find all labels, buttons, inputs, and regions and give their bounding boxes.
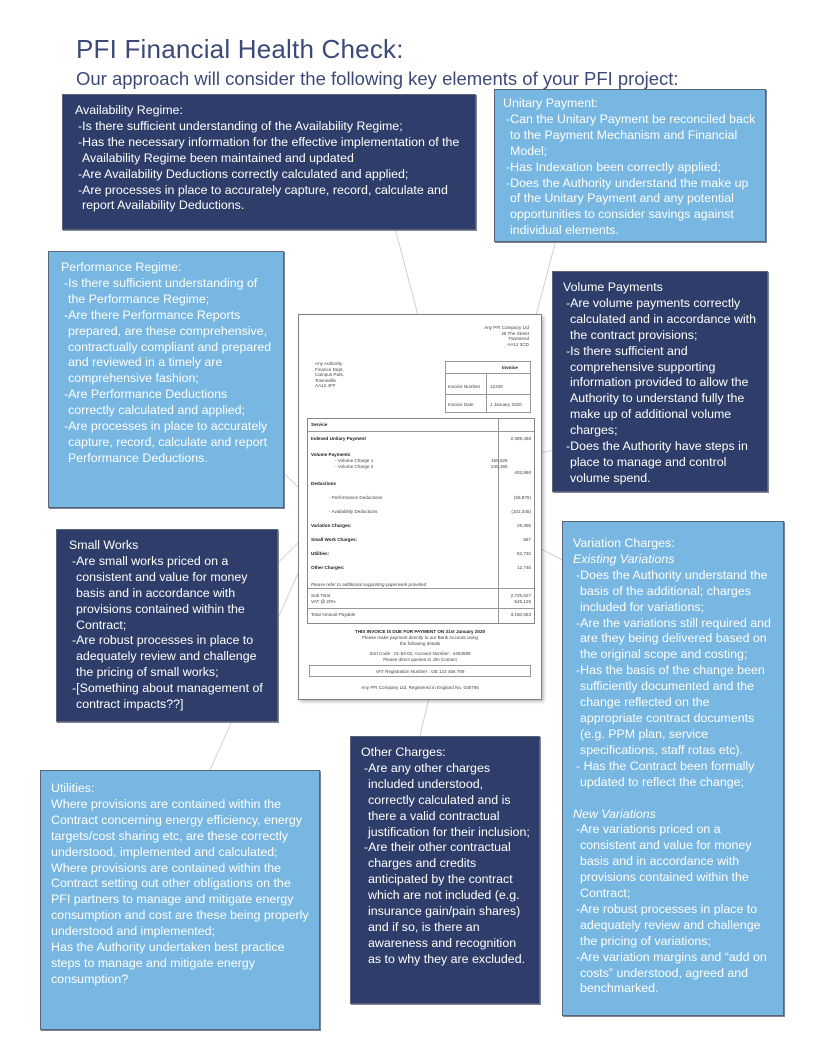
other-heading: Other Charges: [361, 745, 446, 759]
small-works-box [56, 529, 278, 722]
invoice-vat-registration: VAT Registration Number : GB 123 456 789 [309, 665, 531, 677]
existing-variation-item: -Has the basis of the change been sufficiently documented and the change reflected on the appropriate contract documents (e.g. PPM plan, service specifications, staff rotas etc). [576, 663, 765, 757]
invoice-queries-line: Please direct queries to Jim Contact [383, 657, 457, 662]
unitary-heading: Unitary Payment: [503, 96, 599, 110]
volume-item: -Does the Authority have steps in place to manage and control volume spend. [566, 439, 748, 485]
new-variation-item: -Are robust processes in place to adequately review and challenge the pricing of variations; [576, 901, 761, 948]
unitary-payment-box [494, 89, 766, 242]
performance-heading: Performance Regime: [61, 260, 182, 274]
invoice-pay-line: the following details [399, 641, 441, 646]
availability-heading: Availability Regime: [75, 103, 183, 117]
new-variation-item: -Are variations priced on a consistent and value for money basis and in accordance with provisions contained within the Contract; [576, 822, 752, 901]
invoice-table: Service Indexed Unitary Payment 2,389,458 Volume Payments - Volume Charge 1 158,625 - Volume Charge 2 245,365 403,990 Deductions - Performance Deductions (56,876) - Availability Deductions (102,345) Variation Charges: 25,356 Small Work Charges: 567 Utilities: 52,732 Other Charges: 12,745 Please refer to additional supporting paperwork provided Sub Total 2,725,627 VAT @ 20% 545,125 Total Amount Payable 3,180,563 [307, 418, 535, 624]
availability-regime-box [62, 94, 476, 230]
availability-item: -Has the necessary information for the effective implementation of the Availability Regime been maintained and updated [78, 134, 460, 165]
invoice-details-box: Invoice Invoice Number 12345 Invoice Date 1 January 2020 [445, 361, 531, 413]
unitary-item: -Can the Unitary Payment be reconciled back to the Payment Mechanism and Financial Model; [506, 111, 756, 158]
volume-item: -Is there sufficient and comprehensive supporting information provided to allow the Authority to understand fully the make up of additional volume charges; [566, 343, 749, 438]
performance-item: -Are there Performance Reports prepared, are these comprehensive, contractually compliant and prepared and reviewed in a timely are comprehensive fashion; [64, 307, 272, 386]
utilities-heading: Utilities: [51, 781, 95, 795]
utilities-box [40, 770, 320, 1030]
invoice-authority-address: Any Authority Finance Dept, Campus Park, Townsville AA12 4FF [315, 361, 345, 389]
invoice-bank-line: Sort Code : 01-53-02, Account Number : 4453689 [369, 651, 471, 656]
invoice-pay-line: Please make payment directly to our Bank Account using [362, 635, 478, 640]
invoice-footer: Any PFI Company Ltd, Registered in England No. 036795 [361, 685, 479, 690]
volume-payments-box [552, 271, 768, 492]
volume-item: -Are volume payments correctly calculated and in accordance with the contract provisions; [566, 295, 756, 342]
existing-variation-item: -Does the Authority understand the basis of the additional; charges included for variations; [576, 567, 768, 614]
sample-invoice [298, 314, 542, 700]
utilities-item: Where provisions are contained within the Contract concerning energy efficiency, energy targets/cost sharing etc, are these correctly understood, implemented and calculated; [51, 796, 302, 859]
performance-item: -Are processes in place to accurately capture, record, calculate and report Performance Deductions. [64, 419, 268, 465]
existing-variations-label: Existing Variations [573, 551, 675, 566]
other-item: -Are their other contractual charges and credits anticipated by the contract which are not included (e.g. insurance gain/pain shares) and if so, is there an awareness and recognition as to why they are excluded. [364, 840, 526, 966]
small-works-item: -[Something about management of contract impacts??] [72, 681, 263, 712]
variation-charges-box [562, 521, 784, 1016]
utilities-item: Where provisions are contained within the Contract setting out other obligations on the PFI partners to manage and mitigate energy consumption and cost are these being properly understood and implemented; [51, 860, 309, 939]
other-charges-box [350, 736, 540, 1004]
other-item: -Are any other charges included understood, correctly calculated and is there a valid contractual justification for their inclusion; [364, 760, 530, 839]
availability-item: -Is there sufficient understanding of the Availability Regime; [78, 118, 403, 133]
existing-variation-item: - Has the Contract been formally updated to reflect the change; [576, 758, 755, 789]
new-variation-item: -Are variation margins and “add on costs” understood, agreed and benchmarked. [576, 949, 767, 996]
small-works-heading: Small Works [69, 538, 139, 552]
availability-item: -Are processes in place to accurately capture, record, calculate and report Availability Deductions. [78, 182, 448, 213]
utilities-item: Has the Authority undertaken best practice steps to manage and mitigate energy consumption? [51, 940, 285, 986]
existing-variation-item: -Are the variations still required and are they being delivered based on the original scope and costing; [576, 615, 771, 662]
performance-item: -Are Performance Deductions correctly calculated and applied; [64, 387, 246, 418]
invoice-company-address: Any PFI Company Ltd 45 The Street Townsend AA12 3CD [484, 325, 529, 347]
performance-item: -Is there sufficient understanding of the Performance Regime; [64, 275, 258, 306]
page-subtitle: Our approach will consider the following key elements of your PFI project: [76, 68, 679, 89]
unitary-item: -Does the Authority understand the make up of the Unitary Payment and any potential opportunities to consider savings against individual elements. [506, 175, 749, 238]
invoice-due-line: THIS INVOICE IS DUE FOR PAYMENT ON 31st January 2020 [354, 629, 486, 634]
page-title: PFI Financial Health Check: [76, 34, 404, 64]
small-works-item: -Are small works priced on a consistent and value for money basis and in accordance with provisions contained within the Contract; [72, 553, 248, 632]
unitary-item: -Has Indexation been correctly applied; [506, 159, 721, 174]
volume-heading: Volume Payments [563, 280, 663, 294]
variation-heading: Variation Charges: [573, 536, 675, 550]
new-variations-label: New Variations [573, 806, 656, 821]
availability-item: -Are Availability Deductions correctly calculated and applied; [78, 166, 409, 181]
performance-regime-box [48, 251, 284, 508]
small-works-item: -Are robust processes in place to adequately review and challenge the pricing of small works; [72, 633, 257, 680]
